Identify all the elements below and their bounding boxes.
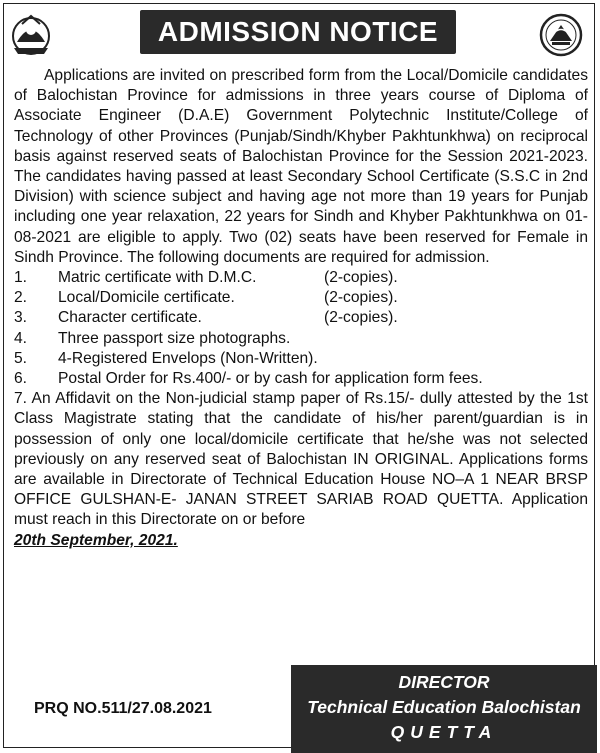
- item-text: Matric certificate with D.M.C.: [58, 269, 257, 287]
- item-text: Postal Order for Rs.400/- or by cash for application form fees.: [58, 369, 483, 387]
- item-number: 3.: [14, 309, 28, 327]
- list-item: [14, 308, 588, 328]
- affidavit-paragraph: [14, 389, 588, 551]
- admission-notice: [3, 3, 595, 748]
- notice-title: ADMISSION NOTICE: [140, 10, 456, 54]
- item-number: 5.: [14, 349, 28, 367]
- item-number: 6.: [14, 369, 28, 387]
- city-name: QUETTA: [390, 722, 498, 742]
- item-copies: (2-copies).: [324, 309, 398, 327]
- deadline-date: 20th September, 2021.: [14, 531, 178, 549]
- director-title: DIRECTOR: [398, 672, 490, 692]
- affidavit-text: 7. An Affidavit on the Non-judicial stamp paper of Rs.15/- dully attested by the 1st Class Magistrate stating that the candidate of his/her parent/guardian is in possession of only one local/domicile certificate that he/she was not selected previously on any reserved seat of Balochistan IN ORIGINAL. Applications forms are available in Directorate of Technical Education House NO–A 1 NEAR BRSP OFFICE GULSHAN-E- JANAN STREET SARIAB ROAD QUETTA. Application must reach in this Directorate on or before: [14, 390, 588, 529]
- item-number: 2.: [14, 289, 28, 307]
- item-number: 1.: [14, 269, 28, 287]
- department-name: Technical Education Balochistan: [307, 697, 581, 717]
- balochistan-logo-icon: [8, 12, 54, 58]
- item-text: Character certificate.: [58, 309, 202, 327]
- item-copies: (2-copies).: [324, 289, 398, 307]
- item-text: 4-Registered Envelops (Non-Written).: [58, 349, 318, 367]
- item-text: Local/Domicile certificate.: [58, 289, 235, 307]
- list-item: [14, 349, 588, 369]
- item-copies: (2-copies).: [324, 269, 398, 287]
- technical-education-emblem-icon: [538, 12, 584, 58]
- list-item: [14, 329, 588, 349]
- list-item: [14, 268, 588, 288]
- reference-number: PRQ NO.511/27.08.2021: [34, 700, 212, 717]
- item-text: Three passport size photographs.: [58, 329, 291, 347]
- documents-list: [14, 268, 588, 389]
- director-signature-block: [291, 665, 597, 753]
- notice-header: [4, 4, 594, 64]
- item-number: 4.: [14, 329, 28, 347]
- list-item: [14, 369, 588, 389]
- list-item: [14, 288, 588, 308]
- notice-body: [14, 66, 588, 551]
- intro-paragraph: Applications are invited on prescribed form from the Local/Domicile candidates of Balochistan Province for admissions in three years course of Diploma of Associate Engineer (D.A.E) Government Polytechnic Institute/College of Technology of other Provinces (Punjab/Sindh/Khyber Pakhtunkhwa) on reciprocal basis against reserved seats of Balochistan Province for the Session 2021-2023. The candidates having passed at least Secondary School Certificate (S.S.C in 2nd Division) with science subject and having age not more than 19 years for Punjab including one year relaxation, 22 years for Sindh and Khyber Pakhtunkhwa on 01-08-2021 are eligible to apply. Two (02) seats have been reserved for Female in Sindh Province. The following documents are required for admission.: [14, 67, 588, 266]
